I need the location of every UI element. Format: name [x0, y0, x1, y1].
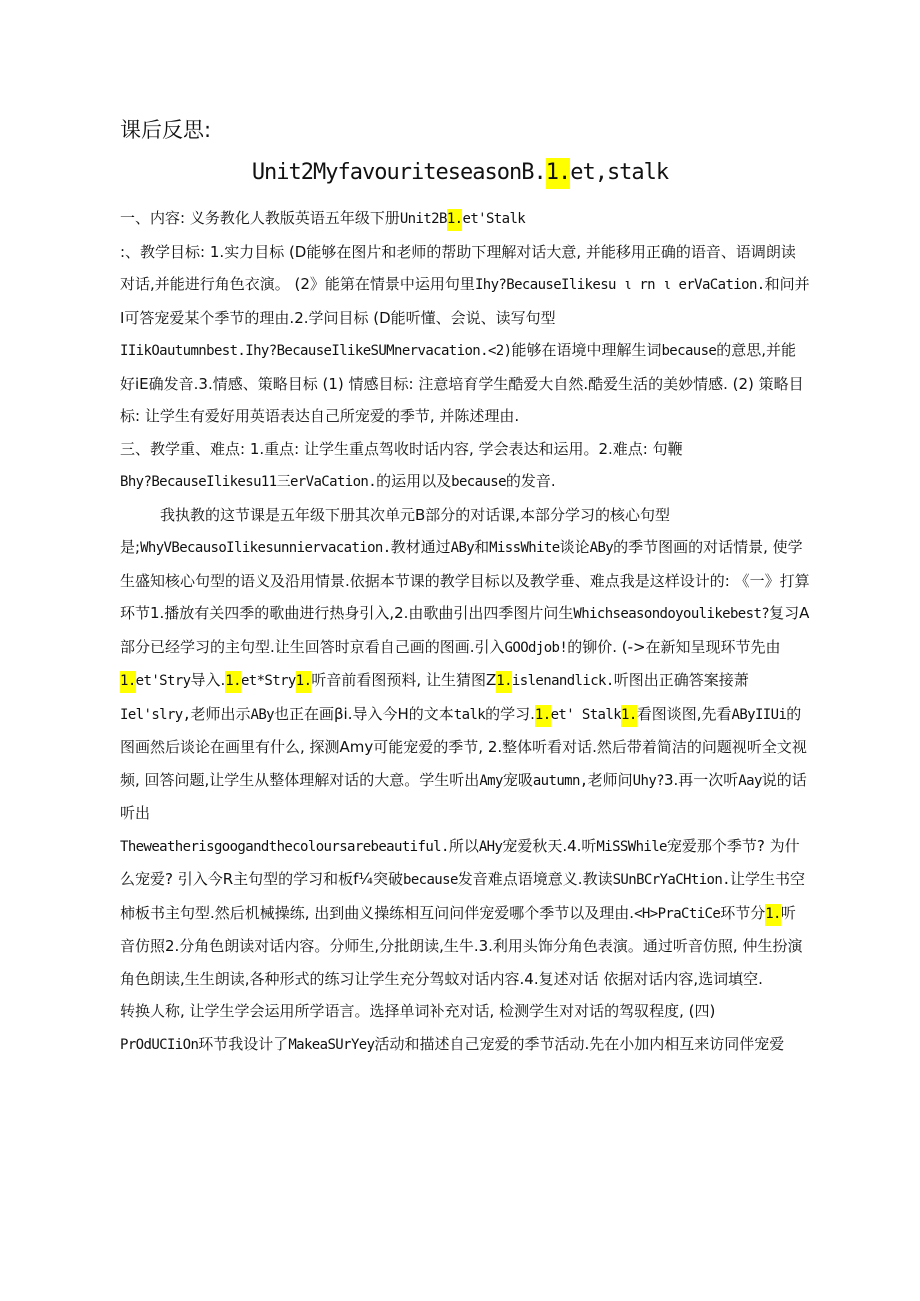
production-paragraph: 转换人称, 让学生学会运用所学语言。选择单词补充对话, 检测学生对对话的驾驭程度, (四) PrOdUCIiOn环节我设计了MakeaSUrYey活动和描述自己宠爱的季节活动.先在小加内相互来访同伴宠爱: [120, 1002, 785, 1053]
document-body: [120, 202, 810, 1061]
lesson-title: Unit2MyfavouriteseasonB.1.et‚stalk: [0, 160, 920, 185]
highlight-mark: 1.: [120, 671, 136, 693]
teaching-paragraph: 我执教的这节课是五年级下册其次单元B部分的对话课,本部分学习的核心句型是;WhyVBecausoIlikesunniervacation.教材通过ABy和MissWhite谈论ABy的季节图画的对话情景, 使学生盛知核心句型的语义及沿用情景.依据本节课的教学目标以及教学垂、难点我是这样设计的: 《一》打算环节1.播放有关四季的歌曲进行热身引入,2.由歌曲引出四季图片问生Whichseasondoyoulikebest?复习A部分已经学习的主句型.让生回答时京看自己画的图画.引入GOOdjob!的铆价. (->在新知呈现环节先由1.et'Stry导入.1.et*Stry1.听音前看图预料, 让生猜图Z1.islenandlick.听图出正确答案接萧Iel'slry,老师出示ABy也正在画βi.导入今H的文本talk的学习.1.et' Stalk1.看图谈图,先看AByIIUi的图画然后谈论在画里有什么, 探测Amy可能宠爱的季节, 2.整体听看对话.然后带着简洁的问题视听全文视频, 回答问题,让学生从整体理解对话的大意。学生听出Amy宠吸autumn,老师问Uhy?3.再一次听Aay说的话听出 Theweatherisgoogandthecoloursarebeautiful.所以AHy宠爱秋天.4.听MiSSWhile宠爱那个季节? 为什么宠爱? 引入今R主句型的学习和板f¼突破because发音难点语境意义.教读SUnBCrYaCHtion.让学生书空柿板书主句型.然后机械操练, 出到曲义操练相互问问伴宠爱哪个季节以及理由.<H>PraCtiCe环节分1.听音仿照2.分角色朗读对话内容。分师生,分批朗读,生牛.3.利用头饰分角色表演。通过听音仿照, 仲生扮演角色朗读,生生朗读,各种形式的练习让学生充分驾蚊对话内容.4.复述对话 依据对话内容,选词填空.: [120, 505, 810, 988]
highlight-mark: 1.: [621, 705, 637, 727]
section-content: 一、内容: 义务教化人教版英语五年级下册Unit2B1.et'Stalk: [120, 202, 810, 236]
reflection-heading: 课后反思:: [120, 118, 212, 142]
section-key-points: 三、教学重、难点: 1.重点: 让学生重点驾收时话内容, 学会表达和运用。2.难点: 句鞭 Bhy?BecauseIlikesu11三erVaCation.的运用以及because的发音.: [120, 439, 683, 490]
highlight-mark: 1.: [496, 671, 512, 693]
section-objectives: :、教学目标: 1.实力目标 (D能够在图片和老师的帮助下理解对话大意, 并能移用正确的语音、语调朗读对话,并能进行角色衣演。 (2》能第在情景中运用句里Ihy?BecauseIlikesu ι rn ι erVaCation.和问并I可答宠爱某个季节的理由.2.学问目标 (D能听懂、会说、读写句型 IIikOautumnbest.Ihy?BecauseIlikeSUMnervacation.<2)能够在语境中理解生词because的意思,并能好iE确发音.3.情感、策略目标 (1) 情感目标: 注意培育学生酷爱大自然.酷爱生活的美妙情感. (2) 策略目标: 让学生有爱好用英语表达自己所宠爱的季节, 并陈述理由.: [120, 242, 810, 425]
highlight-mark: 1.: [225, 671, 241, 693]
highlight-mark: 1.: [765, 904, 781, 926]
highlight-mark: 1.: [535, 705, 551, 727]
highlight-mark: 1.: [296, 671, 312, 693]
highlight-mark: 1.: [447, 209, 463, 231]
highlight-mark: 1.: [546, 158, 571, 189]
